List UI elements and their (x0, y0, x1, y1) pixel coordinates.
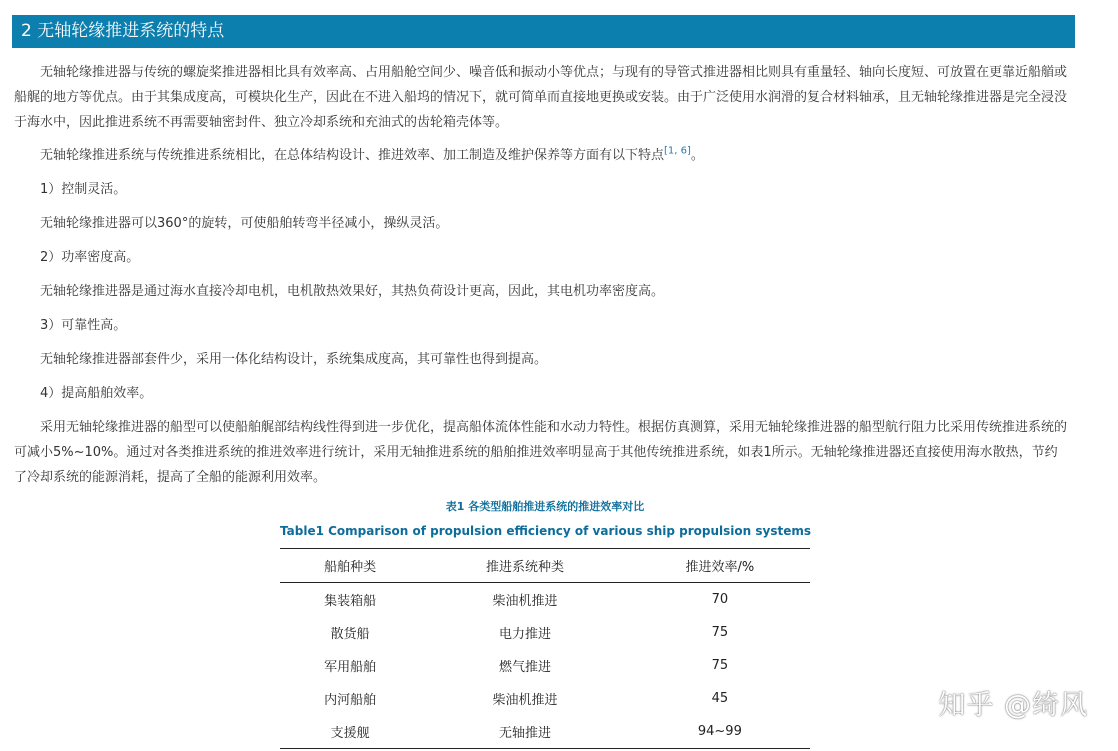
cell-efficiency: 94~99 (697, 724, 742, 739)
header-propulsion-type: 推进系统种类 (486, 560, 565, 575)
feature-body-4: 采用无轴轮缘推进器的船型可以使船舶艉部结构线性得到进一步优化，提高船体流体性能和水动力特性。根据仿真测算，采用无轴轮缘推进器的船型航行阻力比采用传统推进系统的可减小5%~10%。通过对各类推进系统的推进效率进行统计，采用无轴推进系统的船舶推进效率明显高于其他传统推进系统，如表1所示。无轴轮缘推进器还直接使用海水散热，节约了冷却系统的能源消耗，提高了全船的能源利用效率。 (14, 420, 1068, 485)
efficiency-table (280, 548, 810, 749)
cell-ship-type: 支援舰 (330, 726, 370, 741)
cell-ship-type: 集装箱船 (324, 594, 377, 609)
compare-text: 无轴轮缘推进系统与传统推进系统相比，在总体结构设计、推进效率、加工制造及维护保养等方面有以下特点 (40, 148, 665, 163)
section-heading: 2 无轴轮缘推进系统的特点 (12, 15, 1075, 48)
cell-ship-type: 散货船 (330, 627, 370, 642)
cell-ship-type: 内河船舶 (324, 693, 377, 708)
table-header-row (280, 549, 810, 583)
cell-propulsion-type: 无轴推进 (499, 726, 552, 741)
table-row (280, 583, 810, 617)
cell-efficiency: 75 (711, 625, 729, 640)
cell-efficiency: 45 (711, 691, 729, 706)
table-row (280, 616, 810, 649)
cell-efficiency: 75 (711, 658, 729, 673)
feature-title-4: 4）提高船舶效率。 (40, 386, 153, 401)
citation-link[interactable]: [1, 6] (664, 145, 691, 157)
table-row (280, 682, 810, 715)
cell-ship-type: 军用船舶 (324, 660, 377, 675)
feature-body-1: 无轴轮缘推进器可以360°的旋转，可使船舶转弯半径减小，操纵灵活。 (40, 216, 449, 231)
cell-propulsion-type: 柴油机推进 (492, 693, 558, 708)
header-efficiency: 推进效率/% (685, 560, 755, 575)
cell-propulsion-type: 燃气推进 (499, 660, 552, 675)
feature-body-3: 无轴轮缘推进器部套件少，采用一体化结构设计，系统集成度高，其可靠性也得到提高。 (40, 352, 548, 367)
cell-efficiency: 70 (711, 592, 729, 607)
efficiency-table-block (280, 498, 810, 749)
zhihu-watermark: 知乎 @绮风 (938, 690, 1088, 721)
header-ship-type: 船舶种类 (324, 560, 377, 575)
compare-end: 。 (690, 148, 704, 163)
cell-propulsion-type: 柴油机推进 (492, 594, 558, 609)
table-row (280, 715, 810, 749)
table-caption-cn: 表1 各类型船舶推进系统的推进效率对比 (445, 500, 645, 513)
table-caption-en: Table1 Comparison of propulsion efficiency of various ship propulsion systems (280, 524, 812, 538)
cell-propulsion-type: 电力推进 (499, 627, 552, 642)
table-row (280, 649, 810, 682)
feature-title-1: 1）控制灵活。 (40, 182, 127, 197)
article-body (14, 60, 1069, 498)
intro-paragraph: 无轴轮缘推进器与传统的螺旋桨推进器相比具有效率高、占用船舱空间少、噪音低和振动小等优点；与现有的导管式推进器相比则具有重量轻、轴向长度短、可放置在更靠近船艏或船艉的地方等优点。由于其集成度高，可模块化生产，因此在不进入船坞的情况下，就可简单而直接地更换或安装。由于广泛使用水润滑的复合材料轴承，且无轴轮缘推进器是完全浸没于海水中，因此推进系统不再需要轴密封件、独立冷却系统和充油式的齿轮箱壳体等。 (14, 65, 1068, 130)
feature-body-2: 无轴轮缘推进器是通过海水直接冷却电机，电机散热效果好，其热负荷设计更高，因此，其电机功率密度高。 (40, 284, 665, 299)
compare-paragraph (14, 143, 1069, 168)
feature-title-3: 3）可靠性高。 (40, 318, 127, 333)
feature-title-2: 2）功率密度高。 (40, 250, 140, 265)
